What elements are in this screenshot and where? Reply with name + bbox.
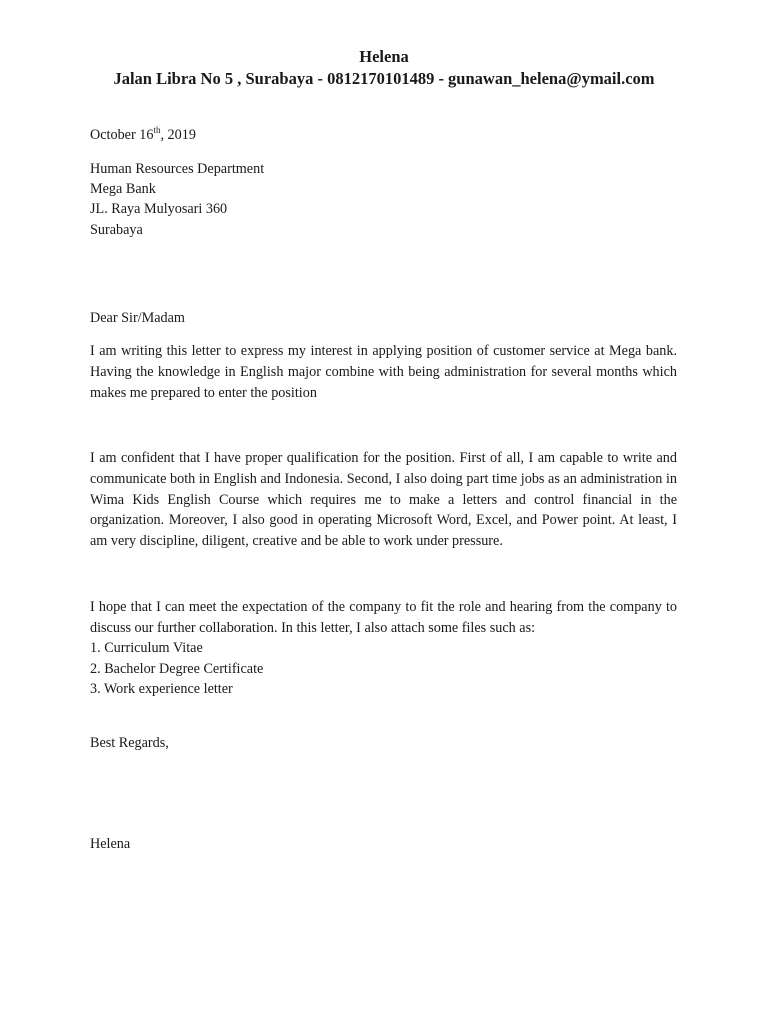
- recipient-street: JL. Raya Mulyosari 360: [90, 201, 228, 217]
- paragraph-closing-request: I hope that I can meet the expectation of the company to fit the role and hearing from the company to discuss our further collaboration. In this letter, I also attach some files such as:: [90, 599, 677, 636]
- paragraph-intro: I am writing this letter to express my interest in applying position of customer service at Mega bank. Having the knowledge in English major combine with being administration for several months which makes me prepared to enter the position: [90, 343, 677, 401]
- date-year: , 2019: [160, 127, 196, 143]
- paragraph-qualification: I am confident that I have proper qualification for the position. First of all, I am capable to write and communicate both in English and Indonesia. Second, I also doing part time jobs as an administration in Wima Kids English Course which requires me to make a letters and control financial in the organization. Moreover, I also good in operating Microsoft Word, Excel, and Power point. At least, I am very discipline, diligent, creative and be able to work under pressure.: [90, 450, 677, 550]
- sender-name: Helena: [359, 47, 409, 66]
- recipient-city: Surabaya: [90, 222, 143, 238]
- closing: Best Regards,: [90, 735, 169, 751]
- letter-date: [90, 125, 196, 145]
- recipient-company: Mega Bank: [90, 181, 156, 197]
- salutation: Dear Sir/Madam: [90, 310, 185, 326]
- date-ordinal-suffix: th: [153, 125, 161, 135]
- signature-name: Helena: [90, 836, 131, 852]
- attachment-item: 1. Curriculum Vitae: [90, 640, 203, 656]
- sender-contact: Jalan Libra No 5 , Surabaya - 0812170101489 - gunawan_helena@ymail.com: [113, 69, 655, 88]
- recipient-department: Human Resources Department: [90, 161, 265, 177]
- attachment-item: 2. Bachelor Degree Certificate: [90, 661, 264, 677]
- date-month-day: October 16: [90, 127, 154, 143]
- attachment-item: 3. Work experience letter: [90, 681, 233, 697]
